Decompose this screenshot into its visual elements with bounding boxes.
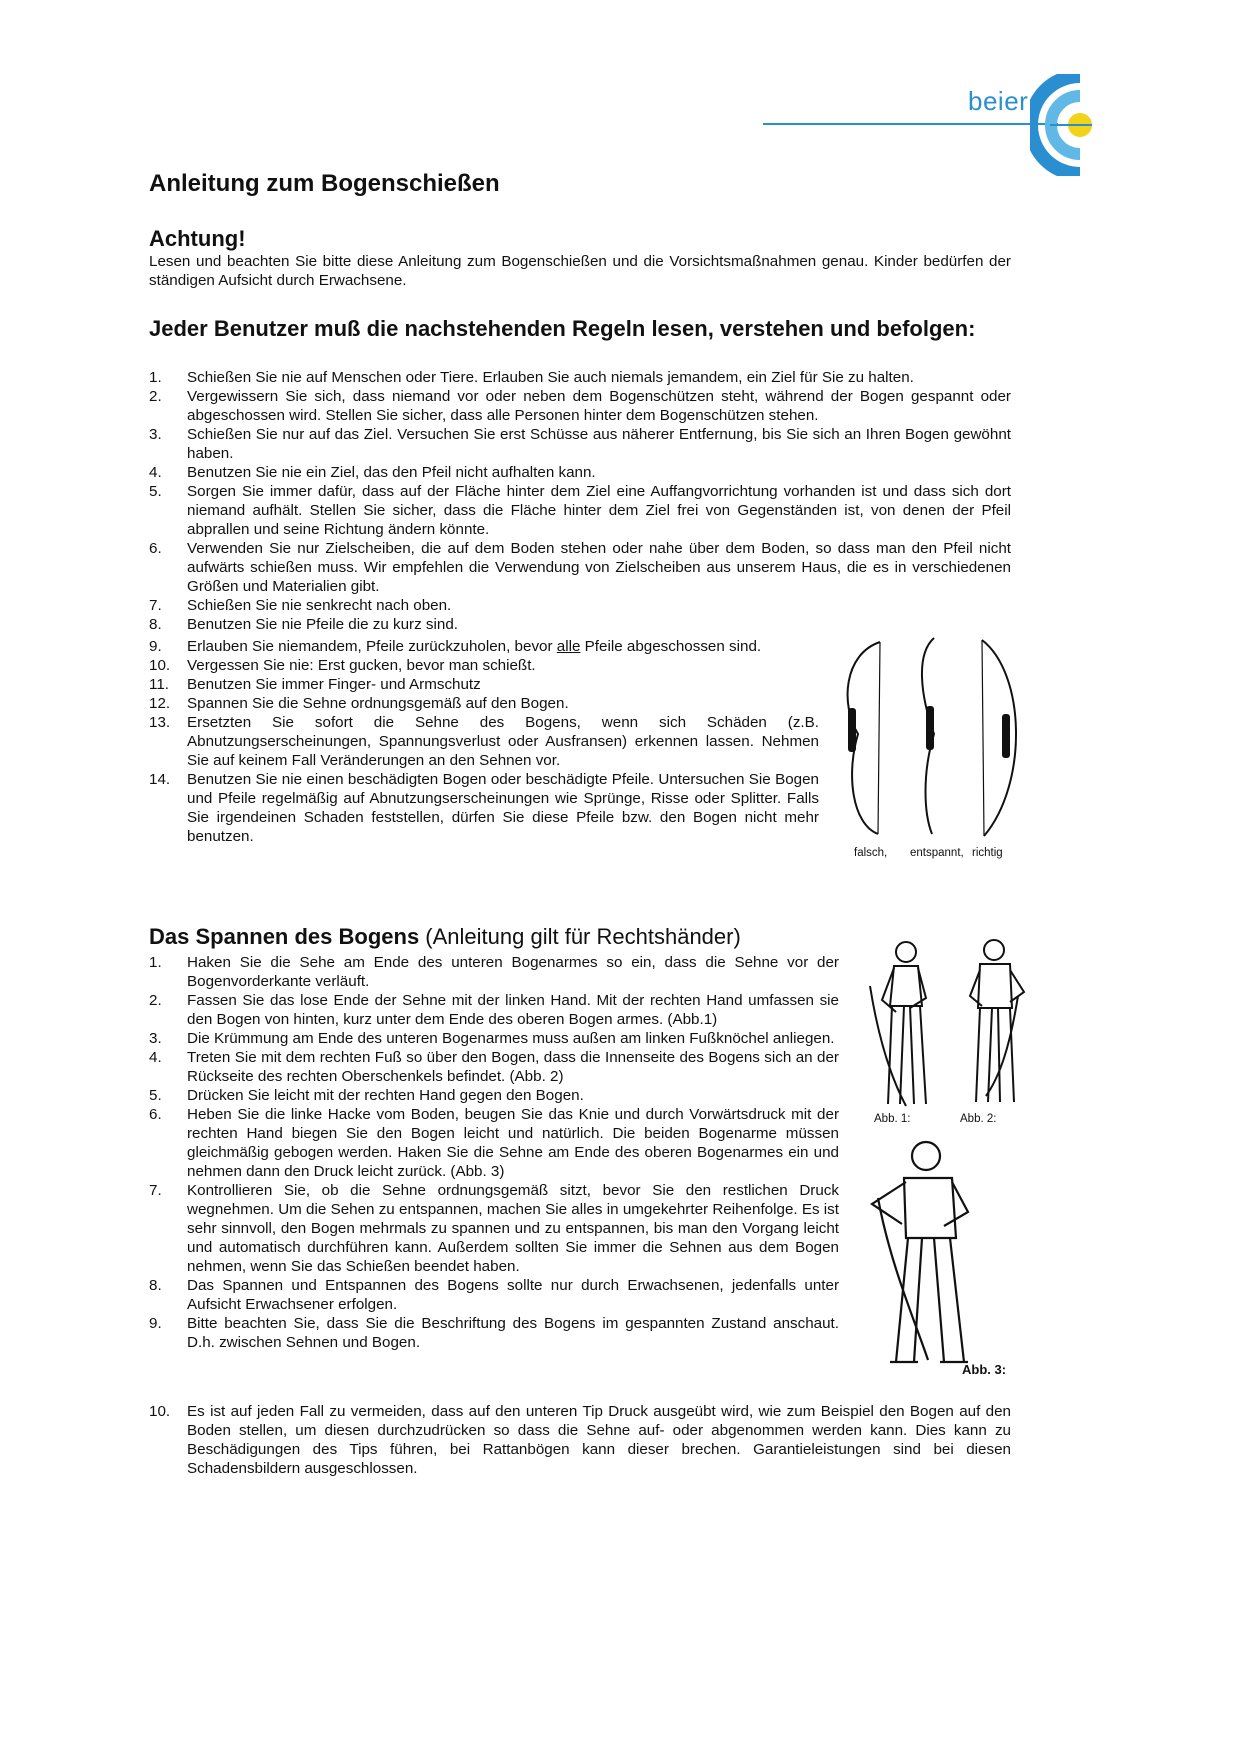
list-item (149, 1029, 839, 1048)
brand-logo-text: beier (968, 86, 1029, 116)
list-number: 9. (149, 1315, 162, 1332)
list-text: Schießen Sie nur auf das Ziel. Versuchen Sie erst Schüsse aus näherer Entfernung, bis Sie sich an Ihren Bogen gewöhnt haben. (187, 426, 1011, 462)
list-number: 5. (149, 1087, 162, 1104)
list-item (149, 1314, 839, 1352)
stringing-heading-note: (Anleitung gilt für Rechtshänder) (419, 924, 741, 949)
list-number: 2. (149, 388, 162, 405)
list-text: Heben Sie die linke Hacke vom Boden, beugen Sie das Knie und durch Vorwärtsdruck mit der rechten Hand biegen Sie den Bogen leicht und natürlich. Die beiden Bogenarme müssen gleichmäßig gebogen werden. Haken Sie die Sehne am Ende des oberen Bogenarmes ein und nehmen dann den Druck leicht zurück. (Abb. 3) (187, 1106, 839, 1180)
list-text: Ersetzten Sie sofort die Sehne des Bogens, wenn sich Schäden (z.B. Abnutzungserscheinungen, Spannungsverlust oder Ausfransen) erkennen lassen. Nehmen Sie auf keinem Fall Veränderungen an den Sehnen vor. (187, 714, 819, 769)
emphasis-underlined: alle (556, 638, 581, 655)
bow-grip (1002, 714, 1010, 758)
list-text: Treten Sie mit dem rechten Fuß so über den Bogen, dass die Innenseite des Bogens sich an der Rückseite des rechten Oberschenkels befindet. (Abb. 2) (187, 1049, 839, 1085)
list-text: Bitte beachten Sie, dass Sie die Beschriftung des Bogens im gespannten Zustand anschaut. D.h. zwischen Sehnen und Bogen. (187, 1315, 839, 1351)
stringing-heading-title: Das Spannen des Bogens (149, 924, 420, 949)
bow-grip (848, 708, 856, 752)
list-item (149, 770, 819, 846)
list-item (149, 539, 1011, 596)
list-text: Schießen Sie nie senkrecht nach oben. (187, 597, 452, 614)
achtung-text: Lesen und beachten Sie bitte diese Anleitung zum Bogenschießen und die Vorsichtsmaßnahmen genau. Kinder bedürfen der ständigen Aufsicht durch Erwachsene. (149, 253, 1011, 289)
list-number: 6. (149, 540, 162, 557)
list-number: 3. (149, 1030, 162, 1047)
list-text: Die Krümmung am Ende des unteren Bogenarmes muss außen am linken Fußknöchel anliegen. (187, 1030, 835, 1047)
list-item (149, 1086, 839, 1105)
bow-richtig (982, 640, 1016, 836)
list-item (149, 596, 1011, 615)
list-item (149, 953, 839, 991)
list-text: Drücken Sie leicht mit der rechten Hand gegen den Bogen. (187, 1087, 584, 1104)
list-number: 3. (149, 426, 162, 443)
list-item (149, 675, 819, 694)
header-rule (763, 123, 1058, 125)
list-item (149, 463, 1011, 482)
list-item (149, 637, 819, 656)
list-item (149, 1048, 839, 1086)
list-item (149, 1276, 839, 1314)
list-text: Benutzen Sie immer Finger- und Armschutz (187, 676, 481, 693)
rules-list-continued (149, 637, 819, 846)
bows-comparison-figure (836, 634, 1026, 864)
list-item (149, 1181, 839, 1276)
list-number: 10. (149, 657, 171, 674)
list-item (149, 425, 1011, 463)
list-item (149, 387, 1011, 425)
list-text: Fassen Sie das lose Ende der Sehne mit der linken Hand. Mit der rechten Hand umfassen sie den Bogen von hinten, kurz unter dem Ende des oberen Bogen armes. (Abb.1) (187, 992, 839, 1028)
bow-caption-richtig: richtig (972, 847, 1003, 859)
list-item (149, 991, 839, 1029)
list-text: Schießen Sie nie auf Menschen oder Tiere. Erlauben Sie auch niemals jemandem, ein Ziel für Sie zu halten. (187, 369, 914, 386)
list-text: Verwenden Sie nur Zielscheiben, die auf dem Boden stehen oder nahe über dem Boden, so dass man den Pfeil nicht aufwärts schießen muss. Wir empfehlen die Verwendung von Zielscheiben aus unserem Haus, die es in verschiedenen Größen und Materialien gibt. (187, 540, 1011, 595)
list-number: 6. (149, 1106, 162, 1123)
figure-abb3 (856, 1134, 1016, 1378)
list-text: Spannen Sie die Sehne ordnungsgemäß auf den Bogen. (187, 695, 569, 712)
list-number: 4. (149, 464, 162, 481)
stringing-heading (149, 924, 741, 950)
figure-caption-abb3: Abb. 3: (962, 1362, 1007, 1377)
rules-list (149, 368, 1011, 634)
list-number: 14. (149, 771, 171, 788)
list-text: Das Spannen und Entspannen des Bogens sollte nur durch Erwachsenen, jedenfalls unter Aufsicht Erwachsener erfolgen. (187, 1277, 839, 1313)
list-item (149, 694, 819, 713)
list-number: 8. (149, 616, 162, 633)
brand-logo-target-icon (1030, 74, 1100, 176)
list-text: Haken Sie die Sehe am Ende des unteren Bogenarmes so ein, dass die Sehne vor der Bogenvorderkante verläuft. (187, 954, 839, 990)
list-number: 5. (149, 483, 162, 500)
list-text: Benutzen Sie nie Pfeile die zu kurz sind. (187, 616, 459, 633)
list-text-start: Erlauben Sie niemandem, Pfeile zurückzuholen, bevor (187, 638, 557, 655)
list-number: 4. (149, 1049, 162, 1066)
list-number: 13. (149, 714, 171, 731)
list-text: Benutzen Sie nie einen beschädigten Bogen oder beschädigte Pfeile. Untersuchen Sie Bogen und Pfeile regelmäßig auf Abnutzungserscheinungen wie Sprünge, Risse oder Splitter. Falls Sie irgendeinen Schaden feststellen, dürfen Sie diese Pfeile bzw. den Bogen nicht mehr benutzen. (187, 771, 819, 845)
figure-caption-abb1: Abb. 1: (874, 1113, 911, 1125)
bow-grip (926, 706, 934, 750)
rules-heading: Jeder Benutzer muß die nachstehenden Regeln lesen, verstehen und befolgen: (149, 316, 976, 341)
figure-abb1-abb2 (860, 936, 1040, 1130)
list-item (149, 713, 819, 770)
list-item (149, 615, 1011, 634)
list-number: 8. (149, 1277, 162, 1294)
list-text-end: Pfeile abgeschossen sind. (580, 638, 762, 655)
achtung-heading: Achtung! (149, 226, 246, 251)
list-item (149, 656, 819, 675)
list-number: 1. (149, 954, 162, 971)
bow-caption-entspannt: entspannt, (910, 847, 964, 859)
bow-caption-falsch: falsch, (854, 847, 888, 859)
list-number: 1. (149, 369, 162, 386)
list-item (149, 368, 1011, 387)
stringing-steps-list-continued (149, 1402, 1011, 1478)
list-number: 11. (149, 676, 169, 693)
list-text: Es ist auf jeden Fall zu vermeiden, dass auf den unteren Tip Druck ausgeübt wird, wie zum Beispiel den Bogen auf den Boden stellen, um diesen durchzudrücken so dass die Sehne auf- oder abgenommen werden kann. Dies kann zu Beschädigungen des Tips führen, bei Rattanbögen kann dieser brechen. Garantieleistungen sind bei diesen Schadensbildern ausgeschlossen. (187, 1403, 1011, 1477)
list-item (149, 482, 1011, 539)
list-number: 10. (149, 1403, 171, 1420)
list-item (149, 1105, 839, 1181)
list-number: 7. (149, 1182, 162, 1199)
list-text: Sorgen Sie immer dafür, dass auf der Fläche hinter dem Ziel eine Auffangvorrichtung vorhanden ist und dass sich dort niemand aufhält. Stellen Sie sicher, dass die Fläche hinter dem Ziel frei von Gegenständen ist, von denen der Pfeil abprallen und seine Richtung ändern könnte. (187, 483, 1011, 538)
list-number: 7. (149, 597, 162, 614)
list-number: 9. (149, 638, 162, 655)
document-title: Anleitung zum Bogenschießen (149, 170, 500, 197)
list-number: 12. (149, 695, 171, 712)
list-text: Vergewissern Sie sich, dass niemand vor oder neben dem Bogenschützen steht, während der Bogen gespannt oder abgeschossen wird. Stellen Sie sicher, dass alle Personen hinter dem Bogenschützen stehen. (187, 388, 1011, 424)
list-text: Kontrollieren Sie, ob die Sehne ordnungsgemäß sitzt, bevor Sie den restlichen Druck wegnehmen. Um die Sehen zu entspannen, machen Sie alles in umgekehrter Reihenfolge. Es ist sehr sinnvoll, den Bogen mehrmals zu spannen und zu entspannen, bis man den Vorgang leicht und automatisch durchführen kann. Außerdem sollten Sie immer die Sehnen aus dem Bogen nehmen, wenn Sie das Schießen beendet haben. (187, 1182, 839, 1275)
list-number: 2. (149, 992, 162, 1009)
list-text: Benutzen Sie nie ein Ziel, das den Pfeil nicht aufhalten kann. (187, 464, 596, 481)
figure-caption-abb2: Abb. 2: (960, 1113, 997, 1125)
list-item (149, 1402, 1011, 1478)
stringing-steps-list (149, 953, 839, 1352)
list-text: Vergessen Sie nie: Erst gucken, bevor man schießt. (187, 657, 536, 674)
